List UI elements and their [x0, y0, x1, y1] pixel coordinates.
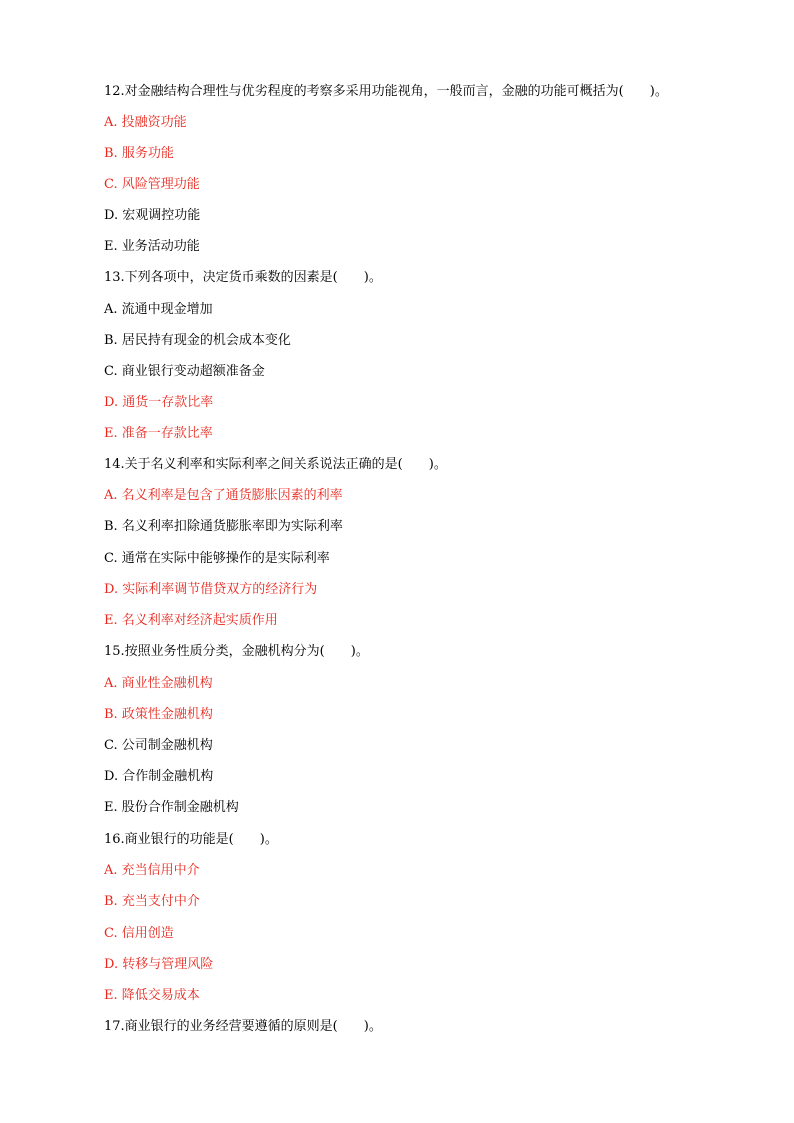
question-15-stem: 15.按照业务性质分类，金融机构分为( )。 — [104, 644, 369, 659]
question-16-option-e: E. 降低交易成本 — [104, 988, 200, 1003]
question-12-option-e: E. 业务活动功能 — [104, 239, 200, 254]
question-12-option-b: B. 服务功能 — [104, 146, 174, 161]
question-16-option-b: B. 充当支付中介 — [104, 894, 200, 909]
question-13-option-a: A. 流通中现金增加 — [104, 302, 213, 317]
question-14-option-a: A. 名义利率是包含了通货膨胀因素的利率 — [104, 488, 343, 503]
question-13-option-e: E. 准备一存款比率 — [104, 426, 213, 441]
question-14-option-c: C. 通常在实际中能够操作的是实际利率 — [104, 551, 330, 566]
question-12-option-a: A. 投融资功能 — [104, 115, 187, 130]
question-16-option-d: D. 转移与管理风险 — [104, 957, 214, 972]
question-12-stem: 12.对金融结构合理性与优劣程度的考察多采用功能视角，一般而言，金融的功能可概括为( )。 — [104, 84, 668, 99]
question-17-stem: 17.商业银行的业务经营要遵循的原则是( )。 — [104, 1019, 382, 1034]
question-14-stem: 14.关于名义利率和实际利率之间关系说法正确的是( )。 — [104, 457, 447, 472]
question-12-option-c: C. 风险管理功能 — [104, 177, 200, 192]
question-16-option-c: C. 信用创造 — [104, 926, 174, 941]
question-15-option-d: D. 合作制金融机构 — [104, 769, 214, 784]
question-15-option-e: E. 股份合作制金融机构 — [104, 800, 239, 815]
question-14-option-e: E. 名义利率对经济起实质作用 — [104, 613, 278, 628]
question-14-option-d: D. 实际利率调节借贷双方的经济行为 — [104, 582, 318, 597]
question-13-option-b: B. 居民持有现金的机会成本变化 — [104, 333, 291, 348]
question-15-option-c: C. 公司制金融机构 — [104, 738, 213, 753]
question-13-stem: 13.下列各项中，决定货币乘数的因素是( )。 — [104, 270, 382, 285]
question-13-option-c: C. 商业银行变动超额准备金 — [104, 364, 265, 379]
question-13-option-d: D. 通货一存款比率 — [104, 395, 214, 410]
question-16-stem: 16.商业银行的功能是( )。 — [104, 832, 278, 847]
question-12-option-d: D. 宏观调控功能 — [104, 208, 201, 223]
question-15-option-a: A. 商业性金融机构 — [104, 676, 213, 691]
question-14-option-b: B. 名义利率扣除通货膨胀率即为实际利率 — [104, 519, 343, 534]
question-15-option-b: B. 政策性金融机构 — [104, 707, 213, 722]
question-16-option-a: A. 充当信用中介 — [104, 863, 200, 878]
